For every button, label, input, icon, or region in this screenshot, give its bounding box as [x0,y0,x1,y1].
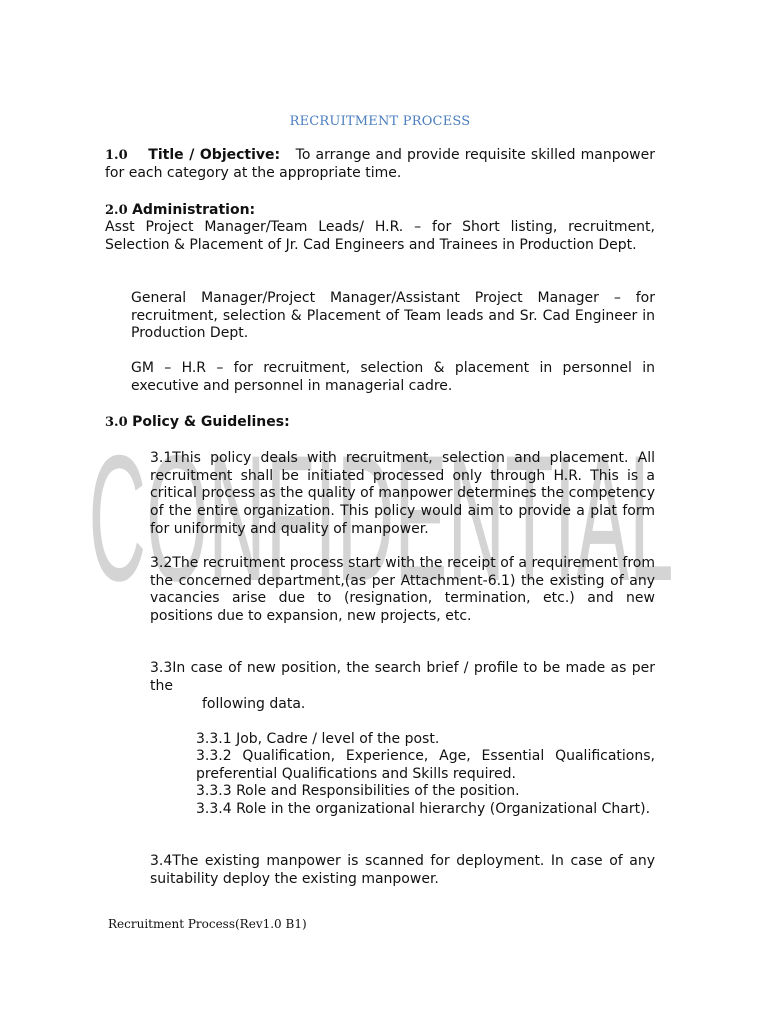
section-1 [105,147,655,182]
list-item: 3.3.2 Qualification, Experience, Age, Essential Qualifications, preferential Qualifications and Skills required. [196,748,655,782]
paragraph-3-1-text: This policy deals with recruitment, selection and placement. All recruitment shall be initiated processed only through H.R. This is a critical process as the quality of manpower determines the competency of the entire organization. This policy would aim to provide a plat form for uniformity and quality of manpower. [150,450,655,537]
section-3-heading: Policy & Guidelines: [132,414,290,430]
section-2-para-2: General Manager/Project Manager/Assistant Project Manager – for recruitment, selection & Placement of Team leads and Sr. Cad Engineer in Production Dept. [131,290,655,342]
paragraph-3-3 [150,660,655,695]
paragraph-3-4-text: The existing manpower is scanned for deployment. In case of any suitability deploy the existing manpower. [150,853,655,887]
paragraph-3-3-continuation: following data. [202,696,306,712]
section-2-heading-line [105,202,655,220]
section-2-number: 2.0 [105,203,128,218]
paragraph-3-2-number: 3.2 [150,555,173,571]
document-title: RECRUITMENT PROCESS [289,114,471,129]
paragraph-3-1 [150,450,655,539]
section-1-number: 1.0 [105,148,128,163]
section-3-heading-line [105,414,655,432]
paragraph-3-4 [150,853,655,888]
paragraph-3-3-text: In case of new position, the search brief / profile to be made as per the [150,660,655,694]
section-3-number: 3.0 [105,415,128,430]
list-item: 3.3.4 Role in the organizational hierarchy (Organizational Chart). [196,801,651,817]
paragraph-3-4-number: 3.4 [150,853,173,869]
page-footer: Recruitment Process(Rev1.0 B1) [108,917,307,931]
section-1-text: To arrange and provide requisite skilled manpower for each category at the appropriate time. [105,147,655,181]
svg-text:CONFIDENTIAL: CONFIDENTIAL [88,417,674,588]
paragraph-3-2-text: The recruitment process start with the receipt of a requirement from the concerned department,(as per Attachment-6.1) the existing of any vacancies arise due to (resignation, termination, etc.) and new positions due to expansion, new projects, etc. [150,555,655,625]
paragraph-3-1-number: 3.1 [150,450,173,466]
section-2-text: Asst Project Manager/Team Leads/ H.R. – for Short listing, recruitment, Selection & Placement of Jr. Cad Engineers and Trainees in Production Dept. [105,219,655,253]
section-2-heading: Administration: [132,202,256,218]
paragraph-3-2 [150,555,655,626]
list-item: 3.3.1 Job, Cadre / level of the post. [196,731,440,747]
paragraph-3-3-number: 3.3 [150,660,173,676]
list-item: 3.3.3 Role and Responsibilities of the position. [196,783,520,799]
section-1-heading: Title / Objective: [148,147,281,163]
section-2-para-3: GM – H.R – for recruitment, selection & placement in personnel in executive and personnel in managerial cadre. [131,360,655,394]
